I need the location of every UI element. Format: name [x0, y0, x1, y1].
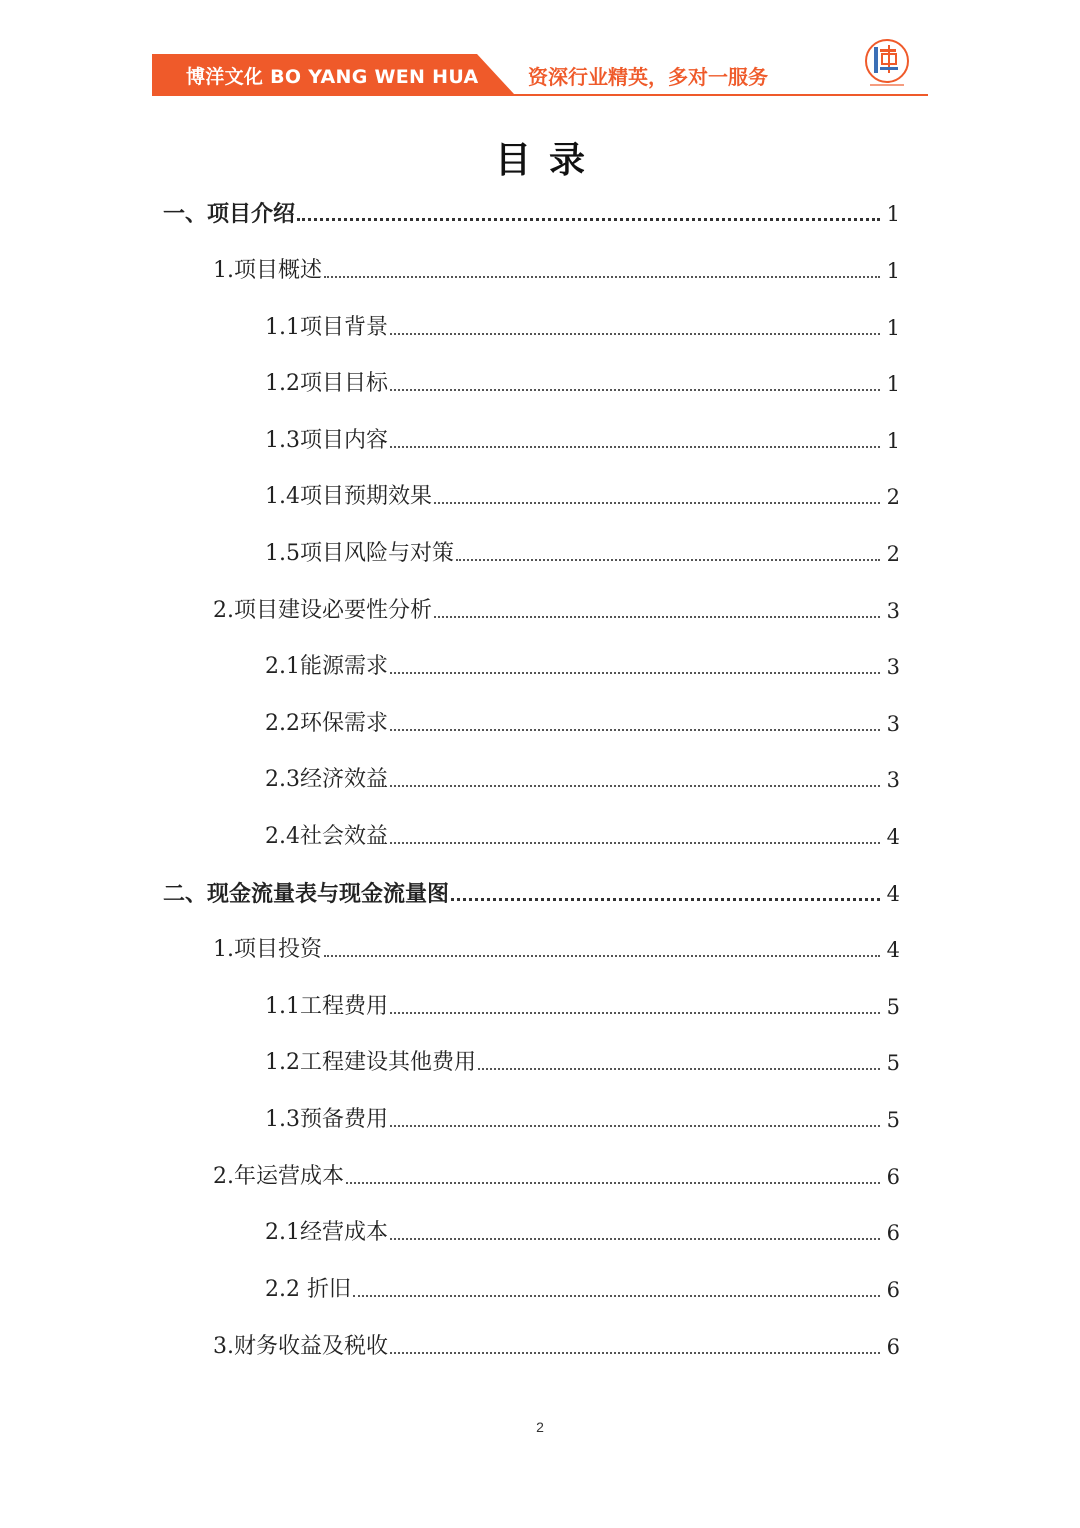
toc-entry-label: 二、现金流量表与现金流量图	[163, 881, 450, 907]
toc-entry-label: 1.5项目风险与对策	[265, 541, 454, 566]
dot-leader	[434, 502, 880, 504]
toc-entry-page: 4	[886, 825, 900, 849]
toc-entry[interactable]	[265, 708, 900, 740]
toc-entry-label: 1.1工程费用	[265, 994, 388, 1019]
dot-leader	[390, 1238, 880, 1240]
brand-title: 博洋文化 BO YANG WEN HUA	[186, 66, 479, 88]
dot-leader	[297, 218, 880, 221]
toc-entry[interactable]	[265, 312, 900, 344]
toc-entry-label: 2.2环保需求	[265, 711, 388, 736]
dot-leader	[390, 333, 880, 335]
toc-entry-page: 1	[886, 259, 900, 283]
toc-entry-page: 6	[886, 1335, 900, 1359]
toc-entry-page: 2	[886, 485, 900, 509]
dot-leader	[390, 785, 880, 787]
dot-leader	[346, 1182, 880, 1184]
toc-entry-page: 4	[886, 938, 900, 962]
toc-entry-page: 5	[886, 1108, 900, 1132]
toc-entry-page: 1	[886, 429, 900, 453]
toc-entry-label: 一、项目介绍	[163, 201, 296, 227]
dot-leader	[390, 1352, 880, 1354]
toc-entry-page: 2	[886, 542, 900, 566]
toc-entry-label: 1.项目投资	[213, 937, 322, 962]
dot-leader	[390, 446, 880, 448]
toc-entry-label: 1.2项目目标	[265, 371, 388, 396]
toc-title: 目录	[494, 139, 603, 181]
toc-entry[interactable]	[213, 1161, 900, 1193]
toc-entry[interactable]	[265, 764, 900, 796]
dot-leader	[434, 616, 880, 618]
dot-leader	[390, 842, 880, 844]
toc-entry-page: 3	[886, 712, 900, 736]
toc-entry[interactable]	[265, 1217, 900, 1249]
toc-entry[interactable]	[265, 425, 900, 457]
toc-entry-page: 6	[886, 1221, 900, 1245]
toc-entry[interactable]	[163, 878, 900, 910]
toc-entry[interactable]	[213, 934, 900, 966]
toc-entry-page: 4	[886, 882, 900, 906]
dot-leader	[390, 672, 880, 674]
page-number: 2	[536, 1419, 544, 1435]
toc-entry-page: 3	[886, 768, 900, 792]
toc-entry-label: 2.年运营成本	[213, 1164, 344, 1189]
toc-entry-page: 1	[886, 316, 900, 340]
toc-entry[interactable]	[265, 481, 900, 513]
toc-entry[interactable]	[265, 368, 900, 400]
toc-entry-label: 3.财务收益及税收	[213, 1334, 388, 1359]
toc-entry-label: 2.4社会效益	[265, 824, 388, 849]
toc-entry-page: 3	[886, 599, 900, 623]
toc-entry-label: 2.2 折旧	[265, 1277, 351, 1302]
dot-leader	[390, 389, 880, 391]
toc-entry-label: 2.3经济效益	[265, 767, 388, 792]
toc-entry-page: 1	[886, 372, 900, 396]
toc-entry-label: 1.3预备费用	[265, 1107, 388, 1132]
brand-slogan: 资深行业精英，多对一服务	[528, 65, 768, 89]
toc-entry-label: 2.1能源需求	[265, 654, 388, 679]
dot-leader	[324, 955, 880, 957]
toc-entry-label: 1.4项目预期效果	[265, 484, 432, 509]
toc-entry-label: 2.项目建设必要性分析	[213, 598, 432, 623]
toc-entry[interactable]	[265, 651, 900, 683]
toc-entry[interactable]	[265, 991, 900, 1023]
toc-entry-page: 3	[886, 655, 900, 679]
toc-entry[interactable]	[265, 1104, 900, 1136]
toc-entry-label: 1.2工程建设其他费用	[265, 1050, 476, 1075]
dot-leader	[390, 1125, 880, 1127]
toc-entry-page: 5	[886, 1051, 900, 1075]
toc-entry[interactable]	[265, 821, 900, 853]
toc-entry-label: 2.1经营成本	[265, 1220, 388, 1245]
toc-entry-label: 1.项目概述	[213, 258, 322, 283]
toc-entry[interactable]	[265, 538, 900, 570]
toc-entry[interactable]	[213, 595, 900, 627]
dot-leader	[478, 1068, 880, 1070]
toc-entry[interactable]	[213, 1331, 900, 1363]
dot-leader	[451, 898, 880, 901]
dot-leader	[353, 1295, 880, 1297]
toc-entry-label: 1.1项目背景	[265, 315, 388, 340]
toc-entry[interactable]	[265, 1047, 900, 1079]
toc-entry-label: 1.3项目内容	[265, 428, 388, 453]
dot-leader	[390, 1012, 880, 1014]
toc-entry-page: 1	[886, 202, 900, 226]
dot-leader	[390, 729, 880, 731]
toc-entry-page: 5	[886, 995, 900, 1019]
toc-entry-page: 6	[886, 1165, 900, 1189]
toc-entry[interactable]	[213, 255, 900, 287]
toc-entry[interactable]	[163, 198, 900, 230]
toc-entry[interactable]	[265, 1274, 900, 1306]
toc-entry-page: 6	[886, 1278, 900, 1302]
dot-leader	[456, 559, 880, 561]
dot-leader	[324, 276, 880, 278]
